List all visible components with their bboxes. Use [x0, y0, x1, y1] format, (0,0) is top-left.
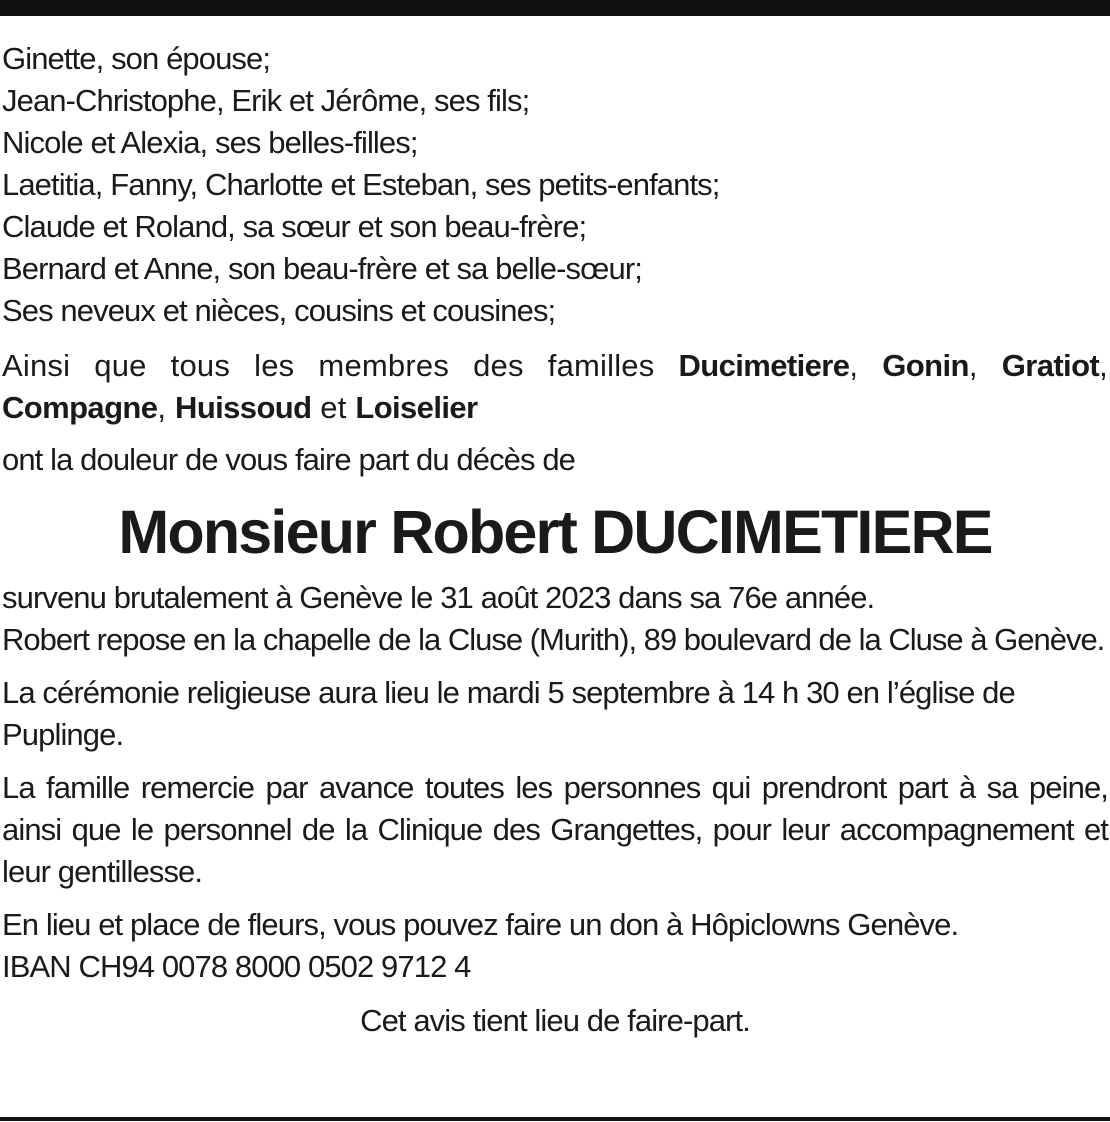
- closing-note: Cet avis tient lieu de faire-part.: [360, 1003, 750, 1038]
- family-name: Gonin: [882, 348, 969, 383]
- resting-place: Robert repose en la chapelle de la Cluse (Murith), 89 boulevard de la Cluse à Genève.: [2, 622, 1105, 657]
- thanks-paragraph: La famille remercie par avance toutes les personnes qui prendront part à sa peine, ainsi que le personnel de la Clinique des Grangettes, pour leur accompagnement et leur gentillesse.: [2, 770, 1108, 889]
- family-list: [2, 38, 1108, 332]
- separator: ,: [1099, 348, 1108, 383]
- family-name: Compagne: [2, 390, 158, 425]
- separator: ,: [849, 348, 883, 383]
- family-name: Huissoud: [175, 390, 312, 425]
- family-line: Nicole et Alexia, ses belles-filles;: [2, 125, 418, 160]
- family-line: Laetitia, Fanny, Charlotte et Esteban, ses petits-enfants;: [2, 167, 720, 202]
- announcement: ont la douleur de vous faire part du décès de: [2, 442, 576, 477]
- bottom-rule: [0, 1117, 1110, 1121]
- family-line: Bernard et Anne, son beau-frère et sa belle-sœur;: [2, 251, 642, 286]
- separator: ,: [157, 390, 176, 425]
- members-intro: Ainsi que tous les membres des familles: [2, 348, 679, 383]
- conjunction: et: [311, 390, 356, 425]
- deceased-name: Monsieur Robert DUCIMETIERE: [118, 498, 992, 566]
- family-line: Jean-Christophe, Erik et Jérôme, ses fils;: [2, 83, 530, 118]
- death-details: survenu brutalement à Genève le 31 août 2023 dans sa 76e année.: [2, 580, 875, 615]
- donation-text: En lieu et place de fleurs, vous pouvez faire un don à Hôpiclowns Genève.: [2, 907, 959, 942]
- family-name: Gratiot: [1001, 348, 1100, 383]
- family-name: Loiselier: [355, 390, 478, 425]
- top-rule: [0, 0, 1110, 16]
- family-name: Ducimetiere: [678, 348, 850, 383]
- family-line: Claude et Roland, sa sœur et son beau-frère;: [2, 209, 587, 244]
- ceremony-details: La cérémonie religieuse aura lieu le mardi 5 septembre à 14 h 30 en l’église de Puplinge.: [2, 675, 1015, 752]
- iban-number: IBAN CH94 0078 8000 0502 9712 4: [2, 949, 471, 984]
- family-line: Ses neveux et nièces, cousins et cousines;: [2, 293, 556, 328]
- family-members-paragraph: [2, 345, 1108, 429]
- donation-paragraph: [2, 904, 1108, 988]
- separator: ,: [968, 348, 1002, 383]
- family-line: Ginette, son épouse;: [2, 41, 271, 76]
- death-notice: [2, 38, 1108, 1042]
